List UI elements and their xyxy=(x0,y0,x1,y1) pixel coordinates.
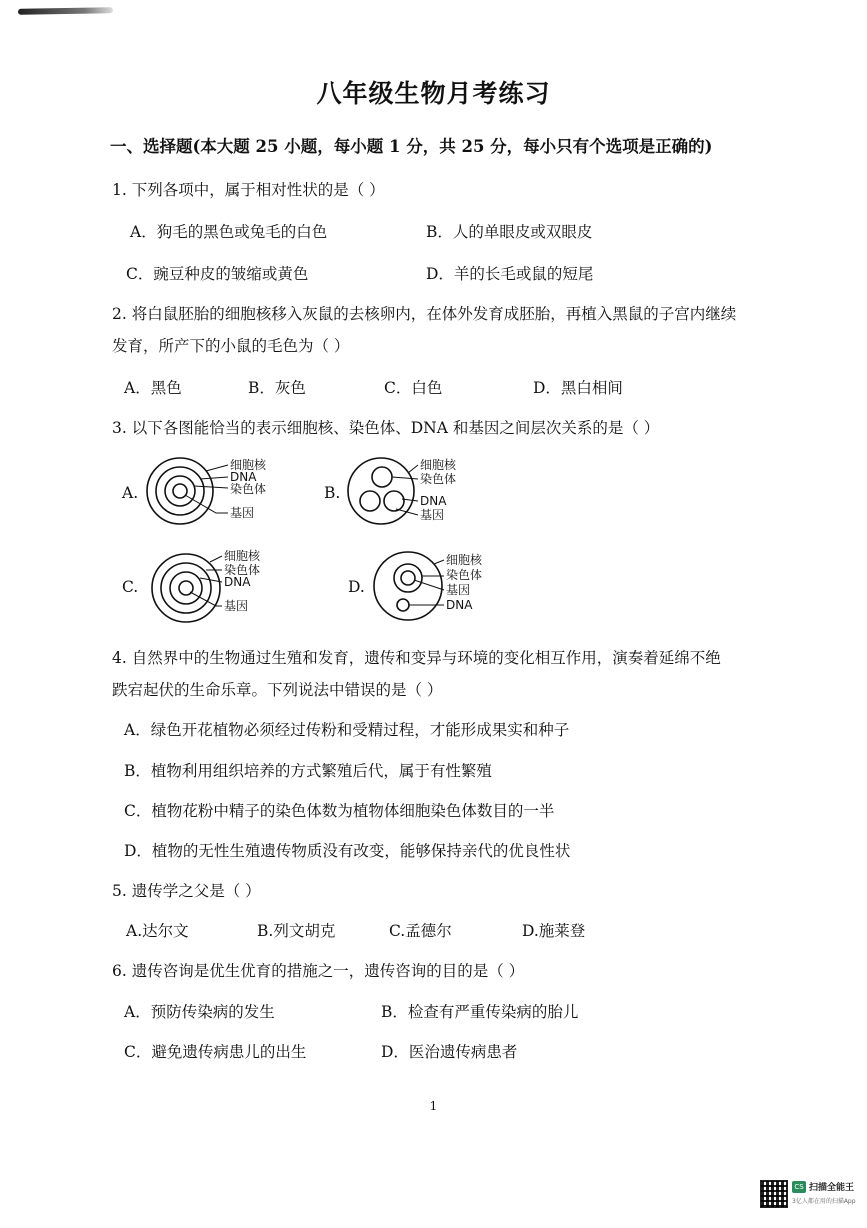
scan-edge-mark xyxy=(18,7,113,15)
q6-option-c: C．避免遗传病患儿的出生 xyxy=(124,1043,307,1061)
q3-option-d-letter: D. xyxy=(348,578,365,596)
diagram-a-label-1: 细胞核 xyxy=(230,458,267,472)
q5-option-c: C.孟德尔 xyxy=(389,922,452,940)
diagram-b-label-1: 细胞核 xyxy=(420,458,457,472)
q2-stem-line1: 2. 将白鼠胚胎的细胞核移入灰鼠的去核卵内，在体外发育成胚胎，再植入黑鼠的子宫内继续 xyxy=(112,305,737,323)
q2-option-a: A．黑色 xyxy=(124,379,182,397)
q5-option-b: B.列文胡克 xyxy=(257,922,336,940)
q4-option-b: B．植物利用组织培养的方式繁殖后代，属于有性繁殖 xyxy=(124,762,492,780)
page-title: 八年级生物月考练习 xyxy=(316,79,551,108)
q3-diagram-d xyxy=(370,548,510,628)
diagram-c-label-2: 染色体 xyxy=(224,563,261,577)
diagram-b-label-2: 染色体 xyxy=(420,472,457,486)
q2-stem-line2: 发育，所产下的小鼠的毛色为（ ） xyxy=(112,337,350,355)
q1-option-d: D．羊的长毛或鼠的短尾 xyxy=(426,265,594,283)
diagram-c-label-4: 基因 xyxy=(224,599,249,613)
diagram-d-label-2: 染色体 xyxy=(446,568,483,582)
q4-stem-line2: 跌宕起伏的生命乐章。下列说法中错误的是（ ） xyxy=(112,681,443,699)
scanner-tagline: 3亿人都在用的扫描App xyxy=(792,1198,856,1205)
q6-option-a: A．预防传染病的发生 xyxy=(124,1003,275,1021)
q4-option-a: A．绿色开花植物必须经过传粉和受精过程，才能形成果实和种子 xyxy=(124,721,570,739)
diagram-c-label-3: DNA xyxy=(224,575,251,589)
q4-option-c: C．植物花粉中精子的染色体数为植物体细胞染色体数目的一半 xyxy=(124,802,555,820)
q5-option-d: D.施莱登 xyxy=(522,922,586,940)
q1-option-c: C．豌豆种皮的皱缩或黄色 xyxy=(126,265,309,283)
q2-option-b: B．灰色 xyxy=(248,379,306,397)
diagram-a-label-2: DNA xyxy=(230,470,257,484)
diagram-b-label-3: DNA xyxy=(420,494,447,508)
q3-option-c-letter: C. xyxy=(122,578,139,596)
q2-option-d: D．黑白相间 xyxy=(533,379,623,397)
q3-diagram-c xyxy=(146,548,286,628)
diagram-a-label-3: 染色体 xyxy=(230,482,267,496)
q1-option-a: A．狗毛的黑色或兔毛的白色 xyxy=(130,223,328,241)
q5-option-a: A.达尔文 xyxy=(126,922,189,940)
q3-diagram-a xyxy=(140,455,280,535)
q6-stem: 6. 遗传咨询是优生优育的措施之一，遗传咨询的目的是（ ） xyxy=(112,962,525,980)
q1-option-b: B．人的单眼皮或双眼皮 xyxy=(426,223,593,241)
q4-stem-line1: 4. 自然界中的生物通过生殖和发育，遗传和变异与环境的变化相互作用，演奏着延绵不绝 xyxy=(112,649,721,667)
q3-option-a-letter: A. xyxy=(122,484,139,502)
section-heading: 一、选择题(本大题 25 小题，每小题 1 分，共 25 分，每小只有个选项是正确的) xyxy=(110,137,713,156)
q4-option-d: D．植物的无性生殖遗传物质没有改变，能够保持亲代的优良性状 xyxy=(124,842,571,860)
q3-stem: 3. 以下各图能恰当的表示细胞核、染色体、DNA 和基因之间层次关系的是（ ） xyxy=(112,419,660,437)
diagram-d-label-1: 细胞核 xyxy=(446,553,483,567)
q5-stem: 5. 遗传学之父是（ ） xyxy=(112,882,261,900)
diagram-d-label-4: DNA xyxy=(446,598,473,612)
scanner-logo-icon: CS xyxy=(792,1181,806,1193)
diagram-c-label-1: 细胞核 xyxy=(224,549,261,563)
diagram-a-label-4: 基因 xyxy=(230,506,255,520)
q6-option-d: D．医治遗传病患者 xyxy=(381,1043,518,1061)
q3-option-b-letter: B. xyxy=(324,484,341,502)
scanner-watermark xyxy=(760,1180,856,1220)
q6-option-b: B．检查有严重传染病的胎儿 xyxy=(381,1003,579,1021)
scanner-app-name: 扫描全能王 xyxy=(809,1183,855,1193)
page-number: 1 xyxy=(429,1099,438,1113)
diagram-b-label-4: 基因 xyxy=(420,508,445,522)
q2-option-c: C．白色 xyxy=(384,379,443,397)
q1-stem: 1. 下列各项中，属于相对性状的是（ ） xyxy=(112,181,385,199)
diagram-d-label-3: 基因 xyxy=(446,583,471,597)
qr-code-icon xyxy=(760,1180,788,1208)
q3-diagram-b xyxy=(344,455,484,535)
